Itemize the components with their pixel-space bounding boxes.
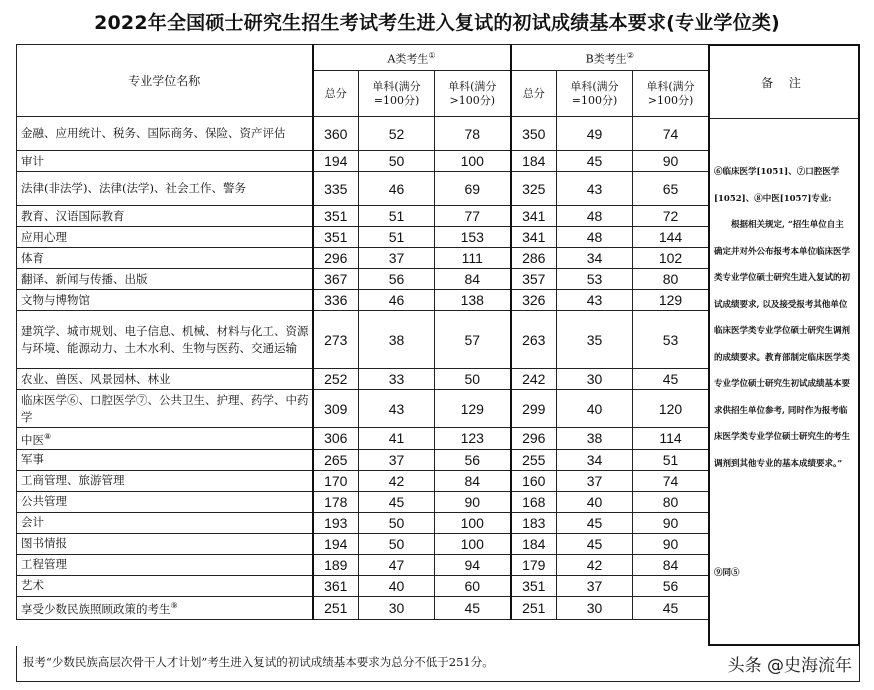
score-cell-a-single100: 43: [359, 390, 435, 428]
score-cell-b-singlegt100: 129: [633, 290, 709, 311]
major-name-cell: 金融、应用统计、税务、国际商务、保险、资产评估: [17, 117, 313, 151]
score-cell-b-singlegt100: 102: [633, 248, 709, 269]
score-cell-a-total: 361: [313, 575, 359, 596]
header-a-single-100: 单科(满分=100分): [359, 71, 435, 117]
score-cell-a-singlegt100: 123: [435, 428, 511, 450]
score-cell-b-single100: 42: [557, 554, 633, 575]
score-cell-b-single100: 34: [557, 248, 633, 269]
score-cell-a-singlegt100: 153: [435, 227, 511, 248]
score-cell-b-singlegt100: 90: [633, 533, 709, 554]
table-row: [17, 172, 709, 206]
score-cell-b-single100: 38: [557, 428, 633, 450]
score-cell-b-total: 357: [511, 269, 557, 290]
score-cell-a-total: 296: [313, 248, 359, 269]
remarks-header: 备 注: [710, 46, 858, 119]
score-cell-a-total: 265: [313, 449, 359, 470]
score-cell-b-single100: 45: [557, 151, 633, 172]
score-cell-a-single100: 41: [359, 428, 435, 450]
table-row: [17, 206, 709, 227]
remarks-line: 类专业学位硕士研究生进入复试的初: [714, 273, 851, 283]
header-group-b: B类考生②: [511, 45, 709, 71]
score-cell-a-single100: 42: [359, 470, 435, 491]
score-cell-a-singlegt100: 50: [435, 369, 511, 390]
score-cell-a-singlegt100: 129: [435, 390, 511, 428]
score-cell-b-single100: 40: [557, 390, 633, 428]
score-cell-b-total: 296: [511, 428, 557, 450]
score-cell-a-total: 306: [313, 428, 359, 450]
score-cell-b-total: 242: [511, 369, 557, 390]
table-row: [17, 533, 709, 554]
major-name-cell: 体育: [17, 248, 313, 269]
watermark: 头条 @史海流年: [727, 656, 852, 676]
table-row: [17, 117, 709, 151]
score-cell-a-single100: 45: [359, 491, 435, 512]
score-cell-b-single100: 30: [557, 596, 633, 619]
score-cell-b-total: 184: [511, 533, 557, 554]
score-cell-a-single100: 37: [359, 248, 435, 269]
score-cell-a-total: 360: [313, 117, 359, 151]
score-cell-b-singlegt100: 65: [633, 172, 709, 206]
score-cell-a-singlegt100: 60: [435, 575, 511, 596]
score-cell-b-total: 326: [511, 290, 557, 311]
score-cell-b-single100: 30: [557, 369, 633, 390]
major-name-cell: 享受少数民族照顾政策的考生⑨: [17, 596, 313, 619]
score-cell-b-singlegt100: 45: [633, 596, 709, 619]
score-cell-a-singlegt100: 138: [435, 290, 511, 311]
score-cell-a-total: 251: [313, 596, 359, 619]
major-name-cell: 教育、汉语国际教育: [17, 206, 313, 227]
header-a-total: 总分: [313, 71, 359, 117]
score-cell-a-singlegt100: 57: [435, 311, 511, 369]
remarks-line: ⑥临床医学[1051]、⑦口腔医学: [714, 167, 840, 177]
score-cell-a-single100: 56: [359, 269, 435, 290]
remarks-line: 专业学位硕士研究生初试成绩基本要: [714, 379, 851, 389]
table-row: [17, 269, 709, 290]
remarks-column: [708, 44, 860, 646]
score-cell-a-total: 351: [313, 206, 359, 227]
header-a-single-gt100: 单科(满分>100分): [435, 71, 511, 117]
score-cell-a-total: 170: [313, 470, 359, 491]
score-cell-b-singlegt100: 74: [633, 470, 709, 491]
major-name-cell: 图书情报: [17, 533, 313, 554]
table-row: [17, 390, 709, 428]
score-cell-b-single100: 37: [557, 575, 633, 596]
score-cell-b-total: 341: [511, 206, 557, 227]
table-row: [17, 151, 709, 172]
score-cell-b-single100: 49: [557, 117, 633, 151]
major-name-cell: 工程管理: [17, 554, 313, 575]
major-name-cell: 法律(非法学)、法律(法学)、社会工作、警务: [17, 172, 313, 206]
score-cell-a-single100: 38: [359, 311, 435, 369]
score-cell-b-singlegt100: 80: [633, 491, 709, 512]
score-cell-a-total: 189: [313, 554, 359, 575]
score-cell-a-singlegt100: 100: [435, 151, 511, 172]
table-row: [17, 596, 709, 619]
score-cell-b-singlegt100: 90: [633, 512, 709, 533]
score-cell-a-single100: 51: [359, 206, 435, 227]
score-cell-b-single100: 40: [557, 491, 633, 512]
table-row: [17, 290, 709, 311]
score-cell-a-single100: 51: [359, 227, 435, 248]
score-cell-a-singlegt100: 100: [435, 533, 511, 554]
score-cell-b-total: 255: [511, 449, 557, 470]
score-cell-b-single100: 48: [557, 227, 633, 248]
score-cell-b-singlegt100: 56: [633, 575, 709, 596]
score-cell-a-total: 351: [313, 227, 359, 248]
major-name-cell: 公共管理: [17, 491, 313, 512]
major-name-cell: 军事: [17, 449, 313, 470]
header-b-total: 总分: [511, 71, 557, 117]
major-name-cell: 会计: [17, 512, 313, 533]
score-cell-b-total: 179: [511, 554, 557, 575]
score-cell-b-single100: 35: [557, 311, 633, 369]
score-cell-b-singlegt100: 84: [633, 554, 709, 575]
score-cell-a-total: 335: [313, 172, 359, 206]
score-cell-a-single100: 50: [359, 151, 435, 172]
score-cell-b-single100: 43: [557, 172, 633, 206]
score-cell-a-singlegt100: 56: [435, 449, 511, 470]
score-cell-a-single100: 37: [359, 449, 435, 470]
major-name-cell: 中医⑧: [17, 428, 313, 450]
score-cell-a-singlegt100: 94: [435, 554, 511, 575]
page-title: 2022年全国硕士研究生招生考试考生进入复试的初试成绩基本要求(专业学位类): [94, 12, 780, 34]
score-cell-b-singlegt100: 53: [633, 311, 709, 369]
score-cell-a-total: 193: [313, 512, 359, 533]
score-cell-b-total: 350: [511, 117, 557, 151]
score-cell-b-single100: 45: [557, 512, 633, 533]
score-cell-a-single100: 46: [359, 172, 435, 206]
score-cell-b-total: 263: [511, 311, 557, 369]
score-cell-a-singlegt100: 100: [435, 512, 511, 533]
score-cell-a-total: 273: [313, 311, 359, 369]
score-cell-b-single100: 34: [557, 449, 633, 470]
table-row: [17, 428, 709, 450]
score-cell-a-singlegt100: 78: [435, 117, 511, 151]
score-cell-a-singlegt100: 111: [435, 248, 511, 269]
major-name-cell: 审计: [17, 151, 313, 172]
major-name-cell: 艺术: [17, 575, 313, 596]
major-name-cell: 文物与博物馆: [17, 290, 313, 311]
remarks-footer: ⑨同⑤: [714, 568, 740, 578]
remarks-line: [1052]、⑧中医[1057]专业:: [714, 193, 832, 204]
score-cell-a-single100: 40: [359, 575, 435, 596]
score-cell-b-total: 299: [511, 390, 557, 428]
score-cell-b-total: 351: [511, 575, 557, 596]
table-row: [17, 470, 709, 491]
remarks-line: 的成绩要求。教育部制定临床医学类: [714, 352, 851, 363]
remarks-line: 调剂到其他专业的基本成绩要求。”: [714, 458, 843, 469]
major-name-cell: 农业、兽医、风景园林、林业: [17, 369, 313, 390]
score-cell-b-singlegt100: 120: [633, 390, 709, 428]
score-cell-b-singlegt100: 72: [633, 206, 709, 227]
score-cell-b-single100: 45: [557, 533, 633, 554]
score-cell-a-single100: 47: [359, 554, 435, 575]
table-row: [17, 449, 709, 470]
major-name-cell: 应用心理: [17, 227, 313, 248]
score-cell-b-singlegt100: 90: [633, 151, 709, 172]
score-cell-b-singlegt100: 51: [633, 449, 709, 470]
remarks-line: 床医学类专业学位硕士研究生的考生: [714, 432, 851, 442]
header-b-single-100: 单科(满分=100分): [557, 71, 633, 117]
score-cell-b-single100: 37: [557, 470, 633, 491]
header-major-name: 专业学位名称: [17, 45, 313, 117]
score-cell-a-single100: 33: [359, 369, 435, 390]
score-cell-a-singlegt100: 84: [435, 269, 511, 290]
score-cell-a-total: 178: [313, 491, 359, 512]
score-cell-a-total: 336: [313, 290, 359, 311]
score-cell-b-singlegt100: 74: [633, 117, 709, 151]
score-cell-b-total: 183: [511, 512, 557, 533]
remarks-line: 确定并对外公布报考本单位临床医学: [714, 246, 851, 257]
score-cell-b-singlegt100: 80: [633, 269, 709, 290]
major-name-cell: 建筑学、城市规划、电子信息、机械、材料与化工、资源与环境、能源动力、土木水利、生物与医药、交通运输: [17, 311, 313, 369]
table-row: [17, 369, 709, 390]
score-cell-a-total: 194: [313, 151, 359, 172]
score-cell-b-total: 325: [511, 172, 557, 206]
score-cell-a-total: 252: [313, 369, 359, 390]
score-cell-b-singlegt100: 144: [633, 227, 709, 248]
score-cell-b-total: 184: [511, 151, 557, 172]
score-cell-b-total: 168: [511, 491, 557, 512]
score-cell-b-singlegt100: 45: [633, 369, 709, 390]
remarks-line: 临床医学类专业学位硕士研究生调剂: [714, 326, 851, 336]
score-table: [16, 44, 709, 620]
score-cell-a-single100: 30: [359, 596, 435, 619]
score-cell-b-total: 160: [511, 470, 557, 491]
score-cell-b-singlegt100: 114: [633, 428, 709, 450]
score-cell-b-total: 251: [511, 596, 557, 619]
score-cell-a-total: 367: [313, 269, 359, 290]
score-cell-a-singlegt100: 77: [435, 206, 511, 227]
footnote: 报考“少数民族高层次骨干人才计划”考生进入复试的初试成绩基本要求为总分不低于251分。: [16, 646, 860, 682]
major-name-cell: 翻译、新闻与传播、出版: [17, 269, 313, 290]
score-cell-a-total: 309: [313, 390, 359, 428]
score-cell-b-single100: 53: [557, 269, 633, 290]
header-group-a: A类考生①: [313, 45, 511, 71]
score-cell-b-single100: 48: [557, 206, 633, 227]
score-cell-a-single100: 46: [359, 290, 435, 311]
score-cell-a-singlegt100: 90: [435, 491, 511, 512]
score-cell-a-single100: 50: [359, 512, 435, 533]
score-cell-a-single100: 50: [359, 533, 435, 554]
score-cell-a-singlegt100: 45: [435, 596, 511, 619]
table-row: [17, 512, 709, 533]
score-cell-b-total: 341: [511, 227, 557, 248]
table-row: [17, 248, 709, 269]
table-row: [17, 491, 709, 512]
score-cell-a-total: 194: [313, 533, 359, 554]
major-name-cell: 工商管理、旅游管理: [17, 470, 313, 491]
major-name-cell: 临床医学⑥、口腔医学⑦、公共卫生、护理、药学、中药学: [17, 390, 313, 428]
score-cell-b-single100: 43: [557, 290, 633, 311]
remarks-line: 试成绩要求, 以及接受报考其他单位: [714, 299, 848, 310]
header-b-single-gt100: 单科(满分>100分): [633, 71, 709, 117]
table-row: [17, 554, 709, 575]
table-row: [17, 227, 709, 248]
table-row: [17, 575, 709, 596]
score-cell-b-total: 286: [511, 248, 557, 269]
table-row: [17, 311, 709, 369]
score-cell-a-singlegt100: 84: [435, 470, 511, 491]
remarks-line: 根据相关规定, “招生单位自主: [731, 220, 844, 230]
score-cell-a-singlegt100: 69: [435, 172, 511, 206]
remarks-line: 求供招生单位参考, 同时作为报考临: [714, 405, 848, 416]
score-cell-a-single100: 52: [359, 117, 435, 151]
remarks-body: [710, 119, 858, 477]
